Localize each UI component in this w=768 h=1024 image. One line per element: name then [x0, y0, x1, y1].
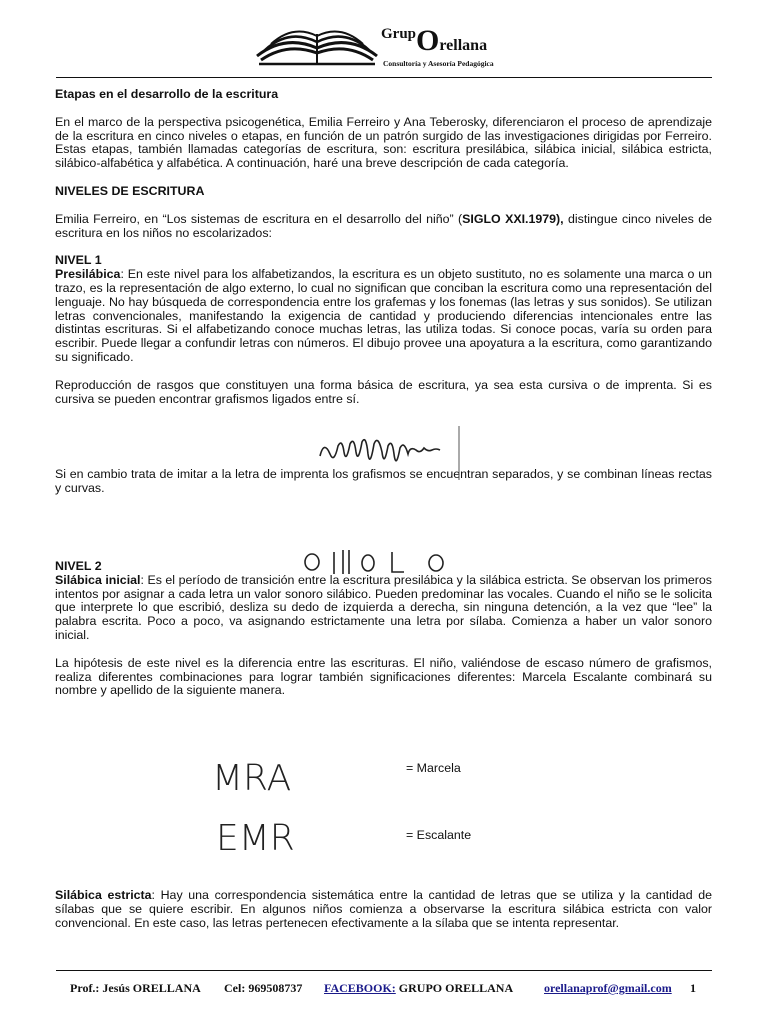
nivel1-print-paragraph: Si en cambio trata de imitar a la letra de imprenta los grafismos se encuentran separados, y se combinan líneas rectas y curvas. — [55, 467, 712, 496]
footer-facebook[interactable] — [324, 981, 513, 996]
page-number: 1 — [690, 981, 696, 995]
footer-divider — [56, 970, 712, 971]
estricta-block — [55, 889, 712, 930]
doc-title: Etapas en el desarrollo de la escritura — [55, 87, 279, 101]
sample-emr — [214, 816, 324, 858]
email-link[interactable]: orellanaprof@gmail.com — [544, 981, 672, 995]
brand-logo — [255, 22, 525, 74]
svg-text:EMR: EMR — [216, 818, 295, 858]
nivel2-title: NIVEL 2 — [55, 558, 102, 573]
intro-paragraph: En el marco de la perspectiva psicogenética, Emilia Ferreiro y Ana Teberosky, diferenciaron el proceso de aprendizaje de la escritura en cinco niveles o etapas, en función de un patrón surgido de las investigaciones dirigidas por Ferreiro. Estas etapas, también llamadas categorías de escritura, son: escritura presilábica, silábica inicial, silábica estricta, silábico-alfabética y alfabética. A continuación, haré una breve descripción de cada categoría. — [55, 114, 712, 171]
print-writing-sample — [296, 544, 462, 580]
brand-name: GrupOrellana — [381, 24, 488, 57]
eq-escalante: = Escalante — [406, 828, 472, 842]
eq-marcela: = Marcela — [406, 761, 461, 775]
nivel2-paragraph: Silábica inicial: Es el período de transición entre la escritura presilábica y la silábica estricta. Se observan los primeros intentos por asignar a cada letra un valor sonoro silábico. Pueden predominar las vocales. Cuando el niño se le solicita que interprete lo que escribió, desliza su dedo de izquierda a derecha, sin ninguna detención, a la vez que “lee” la palabra escrita. Poco a poco, va asignando estrictamente una letra por sílaba. Comienza a haber un valor sonoro inicial. — [55, 572, 712, 642]
footer-cel: Cel: 969508737 — [224, 981, 303, 995]
nivel1-paragraph: Presilábica: En este nivel para los alfabetizandos, la escritura es un objeto sustituto, no es solamente una marca o un trazo, es la representación de algo externo, lo cual no significan que conciban la escritura como una representación del lenguaje. No hay búsqueda de correspondencia entre los grafemas y los fonemas (las letras y sus sonidos). Se utilizan letras convencionales, manifestando la exigencia de cantidad y produciendo diferencias intencionales entre las distintas escrituras. Si el alfabetizando conoce muchas letras, las utiliza todas. Si conoce pocas, varía su orden para escribir. Puede llegar a confundir letras con números. El dibujo provee una apoyatura a la escritura, como garantizando su significado. — [55, 267, 712, 364]
ferreiro-paragraph: Emilia Ferreiro, en “Los sistemas de escritura en el desarrollo del niño” (SIGLO XXI.1979), distingue cinco niveles de escritura en los niños no escolarizados: — [55, 211, 712, 240]
nivel1-term: Presilábica — [55, 267, 121, 282]
footer-prof: Prof.: Jesús ORELLANA — [70, 981, 201, 995]
estricta-term: Silábica estricta — [55, 888, 152, 902]
nivel1-title: NIVEL 1 — [55, 253, 102, 268]
facebook-link[interactable]: FACEBOOK: — [324, 981, 396, 995]
estricta-paragraph: Silábica estricta: Hay una correspondencia sistemática entre la cantidad de letras que se utiliza y la cantidad de sílabas que se quiere escribir. En algunos niños comienza a observarse la escritura silábica estricta con valor convencional. En este caso, las letras pertenecen efectivamente a la sílaba que se intenta representar. — [55, 888, 712, 930]
sample-mra — [210, 756, 320, 798]
cursive-writing-sample — [316, 424, 466, 482]
facebook-name: GRUPO ORELLANA — [395, 981, 514, 995]
nivel2-hypothesis-paragraph: La hipótesis de este nivel es la diferencia entre las escrituras. El niño, valiéndose de escaso número de grafismos, realiza diferentes combinaciones para lograr también significaciones diferentes: Marcela Escalante combinará su nombre y apellido de la siguiente manera. — [55, 655, 712, 698]
svg-text:MRA: MRA — [212, 758, 292, 798]
document-body — [55, 85, 712, 698]
nivel2-term: Silábica inicial — [55, 572, 141, 587]
nivel1-cursive-paragraph: Reproducción de rasgos que constituyen una forma básica de escritura, ya sea esta cursiva o de imprenta. Si es cursiva se pueden encontrar grafismos ligados entre sí. — [55, 377, 712, 406]
brand-tagline: Consultoría y Asesoría Pedagógica — [383, 59, 494, 68]
section-title: NIVELES DE ESCRITURA — [55, 183, 205, 198]
open-book-logo-icon — [255, 26, 379, 66]
header-divider — [56, 77, 712, 78]
